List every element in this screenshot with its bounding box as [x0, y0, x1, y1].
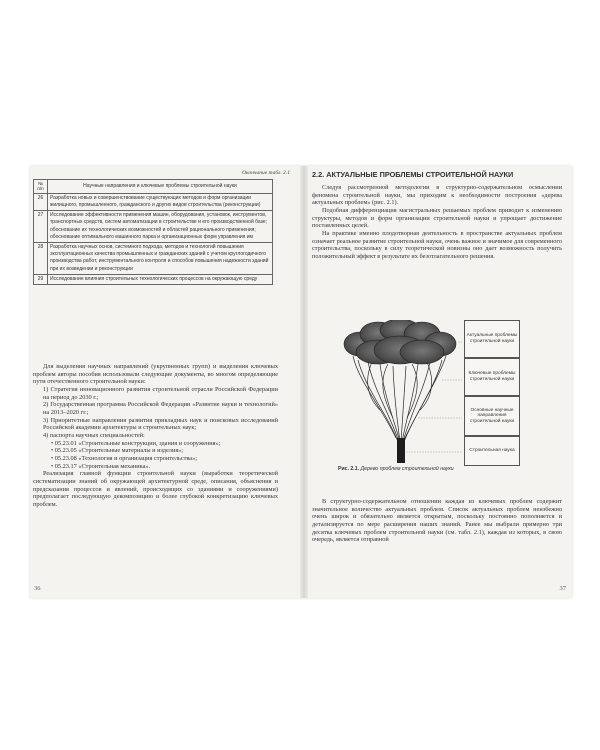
book-gutter	[300, 166, 308, 598]
specialty-item: • 05.23.17 «Строительная механика».	[51, 462, 151, 470]
list-item: 4) паспорта научных специальностей:	[43, 431, 145, 439]
tree-trunk	[397, 438, 405, 463]
row-text: Разработка научных основ, системного подхода, методов и технологий повышения эксплуатационных качества промышленных и гражданских зданий с учетом круглогодичного производства работ, инструментального контроля и способов повышения надежности зданий при их возведении и реконструкции	[48, 243, 273, 275]
right-page	[308, 166, 572, 598]
right-body-text	[312, 184, 562, 261]
header-num: № п/п	[34, 180, 48, 194]
page-number-right: 37	[559, 585, 566, 592]
problem-tree-figure	[338, 316, 558, 486]
left-page	[30, 166, 300, 598]
table-header-row	[34, 180, 273, 194]
row-num: 29	[34, 274, 48, 284]
row-text: Исследование эффективности применения машин, оборудования, установок, инструментов, транспортных средств, систем автоматизации в строительстве и его производственной базе; обоснование их технологических возможностей и областей рационального применения; обоснование оптимального машинного парка и организационных форм управления им	[48, 211, 273, 243]
right-body-text-continued	[312, 498, 562, 544]
row-text: Разработка новых и совершенствование существующих методов и форм организации жилищного, промышленного, гражданского и других видов строительства (реконструкции)	[48, 193, 273, 210]
specialty-item: • 05.23.01 «Строительные конструкции, здания и сооружения»;	[51, 439, 221, 447]
table-continuation-label: Окончание табл. 2.1	[242, 170, 290, 176]
tree-legend-boxes	[464, 320, 520, 466]
row-text: Исследование влияния строительных технологических процессов на окружающую среду	[48, 274, 273, 284]
tree-branches	[353, 356, 446, 442]
tree-illustration	[338, 320, 462, 465]
left-body-text	[33, 363, 278, 508]
row-num: 27	[34, 211, 48, 243]
paragraph: Реализация главной функции строительной науки (выработки теоретической систематизации знаний об окружающей архитектурной среде, описания, объяснения и предсказания процессов и явлений, происходящих со зданиями и сооружениями) предполагает последующую декомпозицию и более глубокой конкретизацию ключевых проблем.	[33, 470, 278, 508]
specialty-item: • 05.23.08 «Технология и организация строительства»;	[51, 454, 197, 462]
paragraph: Для выделения научных направлений (укрупненных групп) и выделения ключевых проблем авторы пособия использовали следующие документы, во многом определяющие пути отечественного строительной науки:	[33, 363, 278, 386]
section-title: 2.2. АКТУАЛЬНЫЕ ПРОБЛЕМЫ СТРОИТЕЛЬНОЙ НАУКИ	[312, 170, 514, 179]
list-item: 1) Стратегия инновационного развития строительной отрасли Российской Федерации на период до 2030 г.;	[43, 385, 278, 401]
specialty-item: • 05.23.05 «Строительные материалы и изделия»;	[51, 447, 184, 455]
caption-number: Рис. 2.1.	[338, 466, 360, 472]
row-num: 26	[34, 193, 48, 210]
header-text: Научные направления и ключевые проблемы строительной науки	[48, 180, 273, 194]
table-row	[34, 274, 273, 284]
table-row	[34, 211, 273, 243]
paragraph: Следуя рассмотренной методологии в структурно-содержательном осмыслении феномена строительной науки, мы приходим к необходимости построения «дерева актуальных проблем» (рис. 2.1).	[312, 184, 562, 207]
directions-table	[33, 179, 273, 285]
paragraph: В структурно-содержательном отношении каждая из ключевых проблем содержит значительное количество актуальных проблем. Список актуальных проблем неизбежно очень широк и обязательно является открытым, поскольку постоянно пополняется и детализируется по мере расширения наших знаний. Ранее мы выбрали примерно три десятка ключевых проблем строительной науки (см. табл. 2.1), каждая из которых, в свою очередь, является отправной	[312, 498, 562, 544]
tree-crown	[344, 320, 456, 364]
legend-box-actual-problems: Актуальные проблемы строительной науки	[464, 320, 520, 358]
list-item: 2) Государственная программа Российской Федерации «Развитие науки и технологий» на 2013–2020 гг.;	[43, 401, 278, 416]
book-spread	[30, 166, 572, 598]
legend-box-key-problems: Ключевые проблемы строительной науки	[464, 358, 520, 396]
page-number-left: 36	[34, 585, 41, 592]
row-num: 28	[34, 243, 48, 275]
legend-box-construction-science: Строительная наука	[464, 436, 520, 466]
list-item: 3) Приоритетные направления развития прикладных наук и поисковых исследований Российской академии архитектуры и строительных наук;	[43, 416, 278, 432]
legend-box-main-directions: Основные научные направления строительной науки	[464, 396, 520, 436]
table-row	[34, 193, 273, 210]
paragraph: Подобная дифференциация магистральных решаемых проблем приводит к изменению структуры, методов и форм организации строительной науки и упрощает достижение поставленных целей.	[312, 206, 562, 230]
figure-caption	[338, 466, 538, 472]
paragraph: На практике именно плодотворная деятельность в пространстве актуальных проблем означает реальное развитие строительной науки, очень важное и значимое для современного строительства, поскольку в силу теоретической новизны оно дает возможность получить положительный эффект в результате их безотлагательного решения.	[312, 229, 562, 260]
table-row	[34, 243, 273, 275]
caption-text: Дерево проблем строительной науки	[360, 466, 454, 472]
